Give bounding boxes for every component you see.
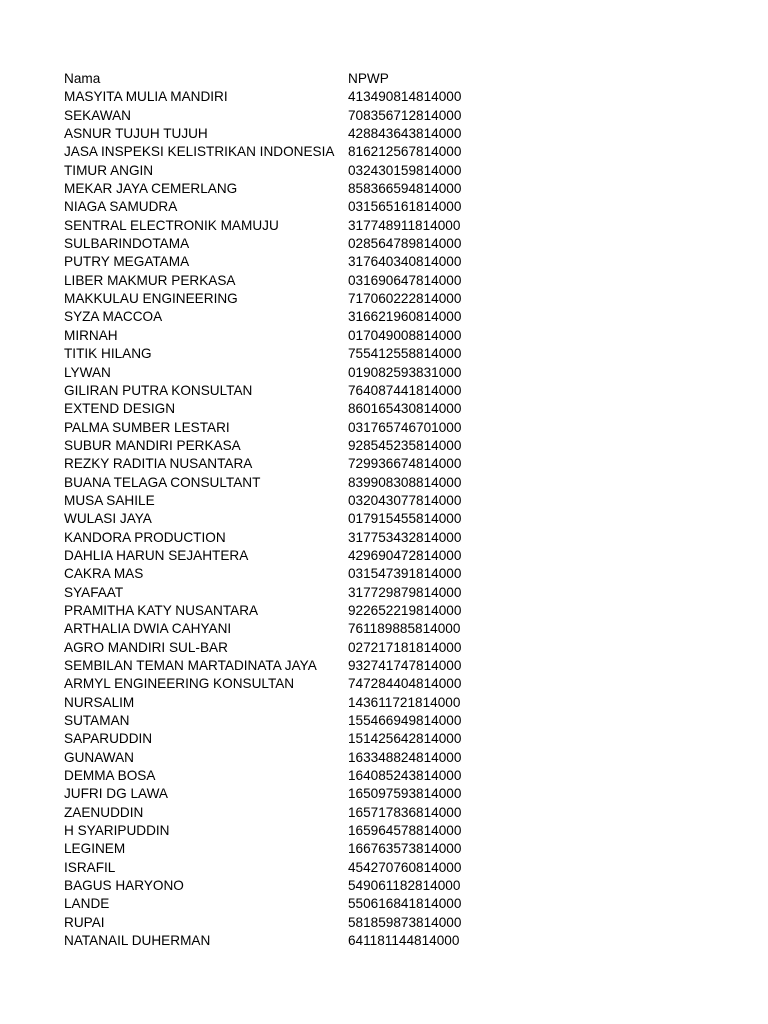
- table-row: [64, 602, 488, 620]
- cell-npwp: 032430159814000: [348, 162, 462, 178]
- cell-npwp: 839908308814000: [348, 474, 462, 490]
- cell-nama: MIRNAH: [64, 327, 118, 343]
- cell-npwp: 031690647814000: [348, 272, 462, 288]
- cell-npwp: 717060222814000: [348, 291, 462, 307]
- cell-npwp: 708356712814000: [348, 107, 462, 123]
- table-row: [64, 419, 488, 437]
- cell-nama: DEMMA BOSA: [64, 768, 156, 784]
- table-row: [64, 877, 488, 895]
- table-row: [64, 730, 488, 748]
- table-row: [64, 253, 488, 271]
- cell-nama: PUTRY MEGATAMA: [64, 254, 190, 270]
- cell-npwp: 454270760814000: [348, 859, 462, 875]
- table-row: [64, 657, 488, 675]
- cell-npwp: 031547391814000: [348, 566, 462, 582]
- cell-npwp: 165964578814000: [348, 823, 462, 839]
- table-row: [64, 749, 488, 767]
- cell-npwp: 316621960814000: [348, 309, 462, 325]
- cell-npwp: 764087441814000: [348, 382, 462, 398]
- cell-nama: ARMYL ENGINEERING KONSULTAN: [64, 676, 295, 692]
- table-row: [64, 547, 488, 565]
- table-row: [64, 767, 488, 785]
- cell-nama: NURSALIM: [64, 694, 135, 710]
- table-row: [64, 510, 488, 528]
- table-row: [64, 345, 488, 363]
- table-row: [64, 290, 488, 308]
- cell-nama: MEKAR JAYA CEMERLANG: [64, 181, 238, 197]
- cell-npwp: 163348824814000: [348, 749, 462, 765]
- table-row: [64, 529, 488, 547]
- table-row: [64, 437, 488, 455]
- cell-npwp: 755412558814000: [348, 346, 462, 362]
- cell-npwp: 413490814814000: [348, 89, 462, 105]
- cell-npwp: 032043077814000: [348, 492, 462, 508]
- table-row: [64, 932, 488, 950]
- cell-npwp: 028564789814000: [348, 236, 462, 252]
- cell-npwp: 017049008814000: [348, 327, 462, 343]
- table-row: [64, 107, 488, 125]
- table-row: [64, 639, 488, 657]
- cell-nama: SYAFAAT: [64, 584, 124, 600]
- cell-nama: GUNAWAN: [64, 749, 134, 765]
- cell-npwp: 165717836814000: [348, 804, 462, 820]
- cell-nama: ISRAFIL: [64, 859, 116, 875]
- cell-nama: TITIK HILANG: [64, 346, 152, 362]
- cell-nama: SYZA MACCOA: [64, 309, 163, 325]
- cell-npwp: 860165430814000: [348, 401, 462, 417]
- table-row: [64, 804, 488, 822]
- table-row: [64, 143, 488, 161]
- table-row: [64, 198, 488, 216]
- cell-npwp: 019082593831000: [348, 364, 462, 380]
- cell-npwp: 151425642814000: [348, 731, 462, 747]
- table-row: [64, 308, 488, 326]
- cell-npwp: 317748911814000: [348, 217, 461, 233]
- cell-nama: SAPARUDDIN: [64, 731, 153, 747]
- cell-nama: SUBUR MANDIRI PERKASA: [64, 437, 241, 453]
- cell-npwp: 922652219814000: [348, 602, 462, 618]
- cell-nama: TIMUR ANGIN: [64, 162, 154, 178]
- table-row: [64, 88, 488, 106]
- cell-npwp: 164085243814000: [348, 768, 462, 784]
- cell-nama: LEGINEM: [64, 841, 126, 857]
- table-row: [64, 162, 488, 180]
- cell-nama: NIAGA SAMUDRA: [64, 199, 178, 215]
- cell-nama: MAKKULAU ENGINEERING: [64, 291, 238, 307]
- cell-npwp: 155466949814000: [348, 713, 462, 729]
- table-row: [64, 712, 488, 730]
- table-row: [64, 474, 488, 492]
- cell-npwp: 317640340814000: [348, 254, 462, 270]
- cell-npwp: 550616841814000: [348, 896, 462, 912]
- cell-nama: DAHLIA HARUN SEJAHTERA: [64, 547, 249, 563]
- cell-npwp: 641181144814000: [348, 933, 460, 949]
- table-row: [64, 455, 488, 473]
- table-row: [64, 492, 488, 510]
- cell-nama: REZKY RADITIA NUSANTARA: [64, 456, 253, 472]
- table-row: [64, 584, 488, 602]
- cell-npwp: 017915455814000: [348, 511, 462, 527]
- cell-npwp: 027217181814000: [348, 639, 462, 655]
- table-body: [64, 88, 488, 950]
- cell-nama: RUPAI: [64, 914, 105, 930]
- cell-nama: MUSA SAHILE: [64, 492, 155, 508]
- cell-nama: SENTRAL ELECTRONIK MAMUJU: [64, 217, 279, 233]
- cell-nama: SULBARINDOTAMA: [64, 236, 190, 252]
- table-row: [64, 822, 488, 840]
- table-row: [64, 327, 488, 345]
- cell-npwp: 761189885814000: [348, 621, 461, 637]
- table-row: [64, 840, 488, 858]
- cell-nama: JASA INSPEKSI KELISTRIKAN INDONESIA: [64, 144, 335, 160]
- cell-nama: SEMBILAN TEMAN MARTADINATA JAYA: [64, 658, 317, 673]
- table-row: [64, 400, 488, 418]
- table-row: [64, 694, 488, 712]
- cell-npwp: 858366594814000: [348, 181, 462, 197]
- cell-nama: EXTEND DESIGN: [64, 401, 176, 417]
- header-npwp: NPWP: [348, 71, 389, 86]
- cell-npwp: 165097593814000: [348, 786, 462, 802]
- cell-nama: ARTHALIA DWIA CAHYANI: [64, 621, 232, 637]
- cell-npwp: 581859873814000: [348, 914, 462, 930]
- cell-npwp: 816212567814000: [348, 144, 462, 160]
- table-row: [64, 382, 488, 400]
- table-row: [64, 364, 488, 382]
- cell-nama: ZAENUDDIN: [64, 804, 144, 820]
- cell-nama: MASYITA MULIA MANDIRI: [64, 89, 228, 105]
- table-row: [64, 272, 488, 290]
- cell-nama: PRAMITHA KATY NUSANTARA: [64, 602, 259, 618]
- cell-npwp: 549061182814000: [348, 878, 461, 894]
- cell-nama: WULASI JAYA: [64, 511, 152, 527]
- cell-nama: BAGUS HARYONO: [64, 878, 184, 894]
- cell-npwp: 747284404814000: [348, 676, 462, 692]
- table-row: [64, 125, 488, 143]
- cell-nama: PALMA SUMBER LESTARI: [64, 419, 230, 435]
- cell-nama: CAKRA MAS: [64, 566, 144, 582]
- table-row: [64, 235, 488, 253]
- cell-nama: H SYARIPUDDIN: [64, 823, 170, 839]
- table-row: [64, 895, 488, 913]
- cell-npwp: 729936674814000: [348, 456, 462, 472]
- cell-nama: KANDORA PRODUCTION: [64, 529, 226, 545]
- cell-nama: SUTAMAN: [64, 713, 130, 729]
- table-header-row: [64, 70, 488, 88]
- cell-npwp: 317729879814000: [348, 584, 462, 600]
- table-row: [64, 620, 488, 638]
- cell-nama: GILIRAN PUTRA KONSULTAN: [64, 382, 253, 398]
- table-row: [64, 914, 488, 932]
- header-nama: Nama: [64, 71, 101, 86]
- cell-nama: LANDE: [64, 896, 110, 912]
- cell-npwp: 166763573814000: [348, 841, 462, 857]
- table-row: [64, 217, 488, 235]
- cell-npwp: 429690472814000: [348, 547, 462, 563]
- cell-nama: AGRO MANDIRI SUL-BAR: [64, 639, 228, 655]
- cell-nama: BUANA TELAGA CONSULTANT: [64, 474, 261, 490]
- taxpayer-table: [64, 70, 488, 951]
- cell-nama: LIBER MAKMUR PERKASA: [64, 272, 236, 288]
- cell-npwp: 031765746701000: [348, 419, 462, 435]
- cell-nama: SEKAWAN: [64, 107, 131, 123]
- cell-npwp: 428843643814000: [348, 126, 462, 142]
- table-row: [64, 180, 488, 198]
- table-row: [64, 565, 488, 583]
- table-row: [64, 675, 488, 693]
- cell-nama: NATANAIL DUHERMAN: [64, 933, 211, 949]
- table-row: [64, 785, 488, 803]
- cell-npwp: 932741747814000: [348, 658, 462, 673]
- cell-nama: ASNUR TUJUH TUJUH: [64, 126, 208, 142]
- cell-npwp: 143611721814000: [348, 694, 461, 710]
- cell-nama: LYWAN: [64, 364, 111, 380]
- cell-nama: JUFRI DG LAWA: [64, 786, 168, 802]
- cell-npwp: 928545235814000: [348, 437, 462, 453]
- cell-npwp: 031565161814000: [348, 199, 462, 215]
- table-row: [64, 859, 488, 877]
- cell-npwp: 317753432814000: [348, 529, 462, 545]
